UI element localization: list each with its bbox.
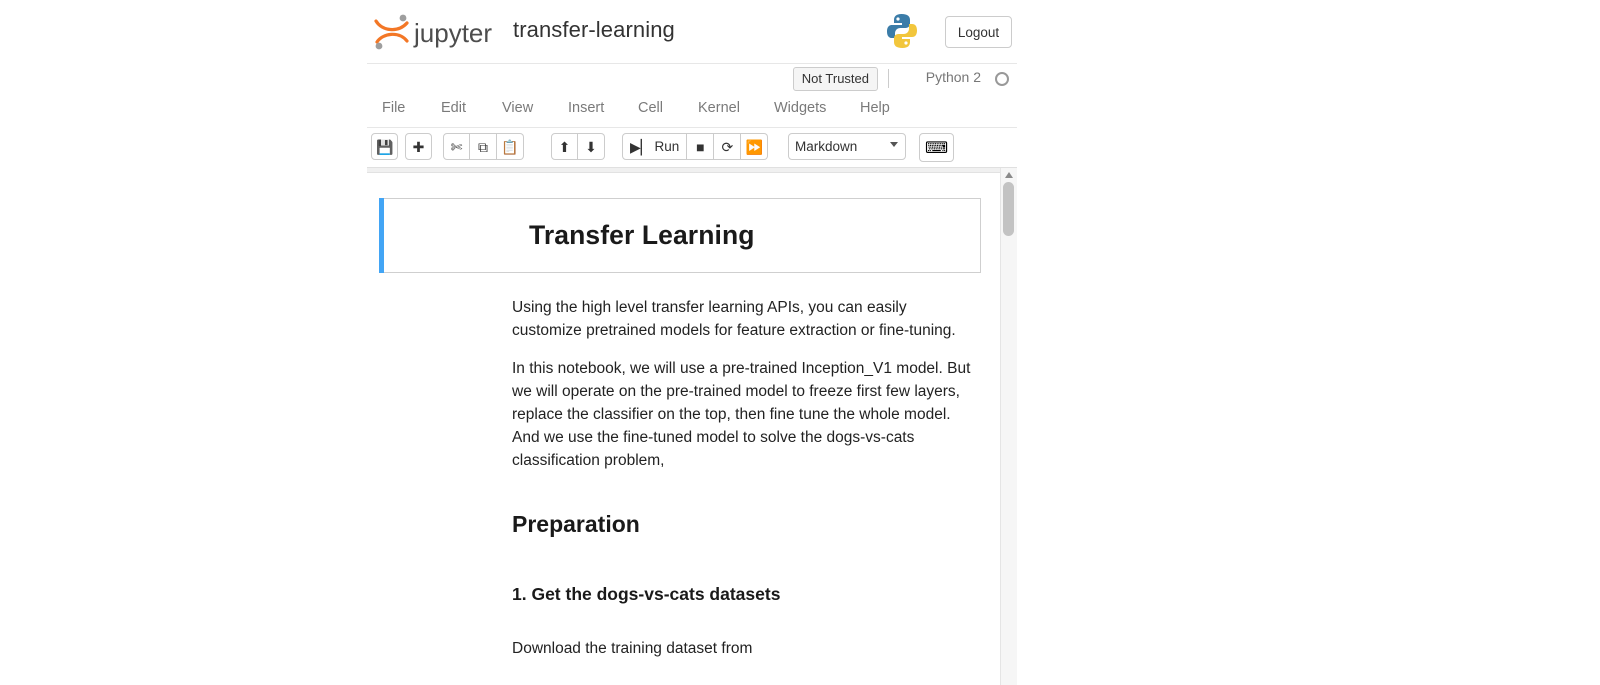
stop-square-icon: ■ [696, 138, 705, 155]
move-cell-down-button[interactable] [578, 133, 605, 160]
jupyter-notebook-app [367, 0, 1017, 685]
notebook-header [367, 0, 1017, 64]
menu-help[interactable]: Help [860, 100, 890, 116]
python-logo-icon [885, 12, 919, 50]
menu-cell[interactable]: Cell [638, 100, 663, 116]
restart-and-run-all-button[interactable] [741, 133, 768, 160]
scissors-icon: ✄ [450, 138, 463, 155]
keyboard-icon: ⌨ [924, 139, 949, 157]
menu-view[interactable]: View [502, 100, 534, 116]
run-cell-button[interactable] [622, 133, 687, 160]
heading-get-datasets[interactable]: 1. Get the dogs-vs-cats datasets [512, 584, 781, 604]
save-icon: 💾 [376, 138, 394, 155]
markdown-cell-selected[interactable] [383, 198, 981, 273]
jupyter-logo[interactable] [370, 12, 502, 52]
status-divider [888, 69, 889, 88]
markdown-cell-paragraph-3[interactable]: Download the training dataset from [512, 640, 753, 657]
paste-cell-button[interactable] [497, 133, 524, 160]
kernel-idle-circle-icon[interactable] [995, 72, 1009, 86]
markdown-cell-paragraph-1[interactable]: Using the high level transfer learning APIs, you can easily customize pretrained models for feature extraction or fine-tuning. [512, 299, 956, 339]
command-palette-button[interactable] [919, 133, 954, 162]
logout-button[interactable]: Logout [945, 16, 1012, 48]
cell-type-select[interactable] [788, 133, 906, 160]
scroll-up-arrow-icon[interactable] [1005, 172, 1013, 178]
menu-edit[interactable]: Edit [441, 100, 466, 116]
menubar [367, 94, 1017, 128]
svg-text:jupyter: jupyter [414, 18, 493, 48]
toolbar [367, 128, 1017, 168]
restart-kernel-button[interactable] [714, 133, 741, 160]
run-label: Run [654, 139, 680, 154]
markdown-cell-paragraph-2[interactable]: In this notebook, we will use a pre-trained Inception_V1 model. But we will operate on the pre-trained model to freeze first few layers, replace the classifier on the top, then fine tune the whole model. And we use the fine-tuned model to solve the dogs-vs-cats classification problem, [512, 360, 971, 469]
cut-cell-button[interactable] [443, 133, 470, 160]
notebook-body [367, 168, 1017, 685]
cell-type-value: Markdown [795, 139, 858, 154]
plus-icon: ✚ [412, 138, 425, 155]
heading-preparation[interactable]: Preparation [512, 511, 640, 537]
fast-forward-icon: ⏩ [745, 138, 764, 155]
run-icon: ▶▏ [630, 138, 652, 155]
restart-circle-arrow-icon: ⟳ [721, 138, 734, 155]
arrow-up-icon: ⬆ [558, 138, 571, 155]
notebook-name-title[interactable]: transfer-learning [513, 17, 675, 42]
cell-selection-bar [379, 198, 384, 273]
vertical-scroll-thumb[interactable] [1003, 182, 1014, 236]
copy-cell-button[interactable] [470, 133, 497, 160]
trust-status-badge[interactable]: Not Trusted [793, 67, 878, 91]
cell-list [367, 174, 1000, 685]
chevron-down-icon [890, 142, 898, 147]
menu-widgets[interactable]: Widgets [774, 100, 827, 116]
interrupt-kernel-button[interactable] [687, 133, 714, 160]
menu-file[interactable]: File [382, 100, 406, 116]
menu-kernel[interactable]: Kernel [698, 100, 740, 116]
vertical-scrollbar[interactable] [1000, 168, 1017, 685]
menu-insert[interactable]: Insert [568, 100, 605, 116]
copy-icon: ⧉ [478, 138, 488, 155]
heading-transfer-learning: Transfer Learning [529, 220, 755, 250]
move-cell-up-button[interactable] [551, 133, 578, 160]
save-button[interactable] [371, 133, 398, 160]
arrow-down-icon: ⬇ [585, 138, 597, 155]
insert-cell-below-button[interactable] [405, 133, 432, 160]
notebook-status-bar [367, 64, 1017, 94]
notebook-top-divider [367, 168, 1000, 173]
clipboard-icon: 📋 [501, 138, 519, 155]
kernel-name-label: Python 2 [925, 69, 981, 85]
